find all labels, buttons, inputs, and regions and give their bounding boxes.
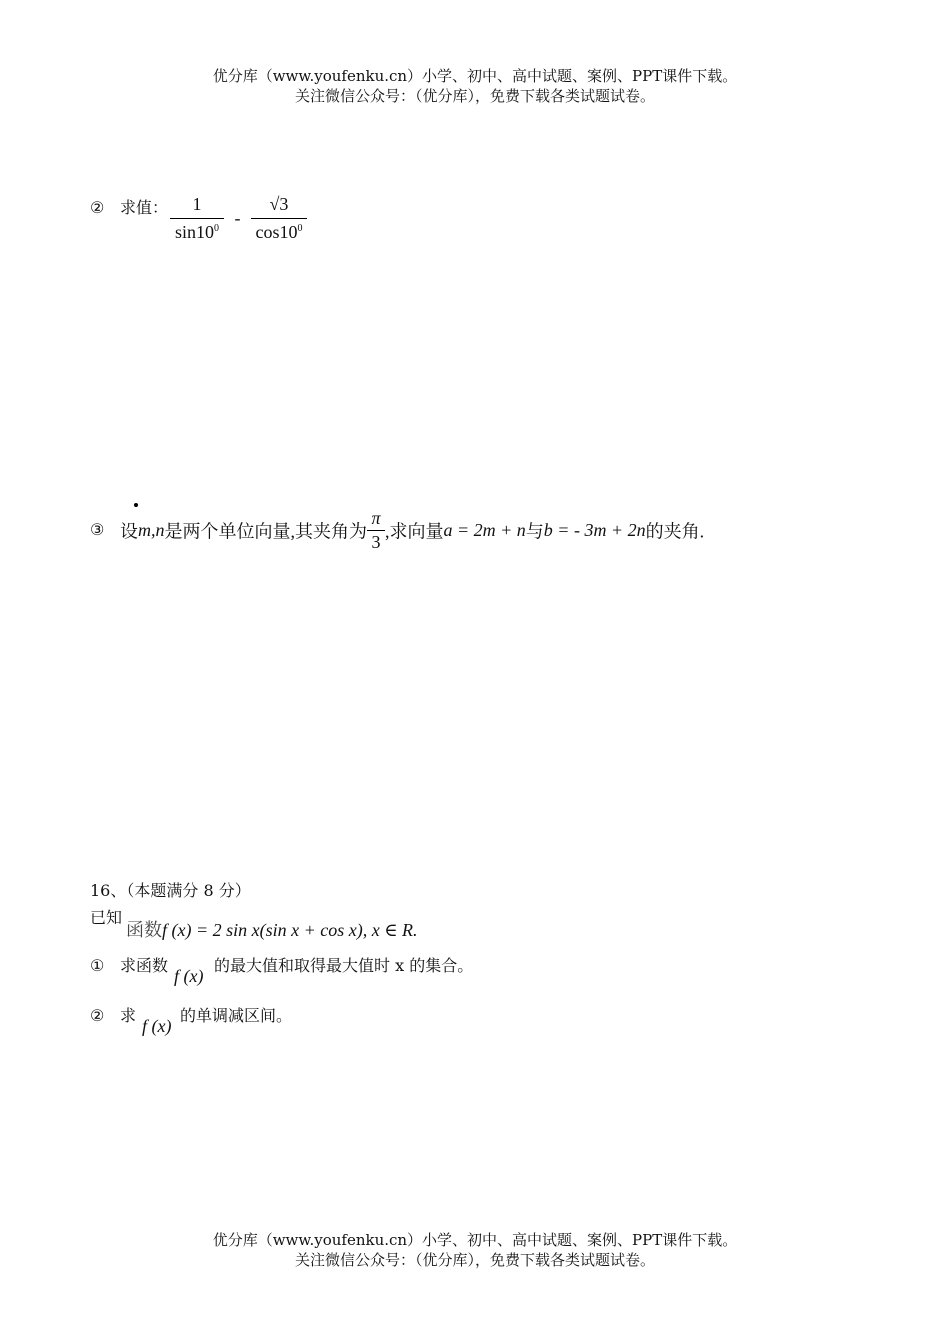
q16-heading: 16、（本题满分 8 分） <box>90 881 251 900</box>
q16-part2-text-a: 求 <box>120 1006 137 1025</box>
q16-part1-text-a: 求函数 <box>120 956 169 975</box>
q2-expression <box>170 194 307 243</box>
q3-expr-b: b = - 3m + 2n <box>543 520 646 540</box>
q3-text-d: 与 <box>525 521 544 542</box>
q2-frac2-denominator <box>251 219 307 243</box>
q16-part2-fx: f (x) <box>142 1016 172 1036</box>
q2-minus: - <box>234 208 241 228</box>
q16-part1-text-b: 的最大值和取得最大值时 x 的集合。 <box>214 956 474 975</box>
q16-part2-text-b: 的单调减区间。 <box>180 1006 293 1025</box>
stray-dot <box>134 503 138 507</box>
q2-frac1-degree: 0 <box>214 223 219 234</box>
q16-part1-fx: f (x) <box>174 966 204 986</box>
q16-func-word: 函数 <box>126 920 162 940</box>
page-footer-line1: 优分库（www.youfenku.cn）小学、初中、高中试题、案例、PPT课件下载。 <box>212 1231 738 1249</box>
q2-frac1-numerator: 1 <box>170 194 224 219</box>
q2-fraction-1 <box>170 194 224 243</box>
q3-three: 3 <box>371 532 381 552</box>
q2-marker: ② <box>90 198 105 217</box>
q16-known: 已知 <box>90 908 123 927</box>
q3-expr-a: a = 2m + n <box>443 520 526 540</box>
q3-text-c: ,求向量 <box>385 521 444 542</box>
q3-pi-over-3 <box>367 508 385 553</box>
q3-text-a: 设 <box>120 521 138 542</box>
q3-vars-mn: m,n <box>138 520 165 540</box>
q2-frac2-degree: 0 <box>297 223 303 234</box>
q16-part2-marker: ② <box>90 1006 105 1025</box>
q2-frac2-numerator: √3 <box>251 194 307 219</box>
q2-label: 求值： <box>120 198 169 217</box>
page-header-line2: 关注微信公众号：（优分库），免费下载各类试题试卷。 <box>294 87 655 105</box>
page-footer-line2: 关注微信公众号：（优分库），免费下载各类试题试卷。 <box>294 1251 655 1269</box>
q3-text-e: 的夹角. <box>645 521 705 542</box>
q16-func-def: f (x) = 2 sin x(sin x + cos x), x ∈ R. <box>162 920 418 940</box>
page-header-line1: 优分库（www.youfenku.cn）小学、初中、高中试题、案例、PPT课件下载。 <box>212 67 738 85</box>
q16-function-definition <box>126 916 418 942</box>
q3-marker: ③ <box>90 520 105 539</box>
q2-frac1-denominator <box>170 219 224 243</box>
q3-text <box>120 508 704 553</box>
q2-fraction-2 <box>251 194 307 243</box>
q3-pi: π <box>367 508 385 531</box>
q16-part1-marker: ① <box>90 956 105 975</box>
q2-frac1-den-text: sin10 <box>174 222 214 242</box>
q3-text-b: 是两个单位向量,其夹角为 <box>164 521 367 542</box>
q2-frac2-den-text: cos10 <box>255 222 298 242</box>
